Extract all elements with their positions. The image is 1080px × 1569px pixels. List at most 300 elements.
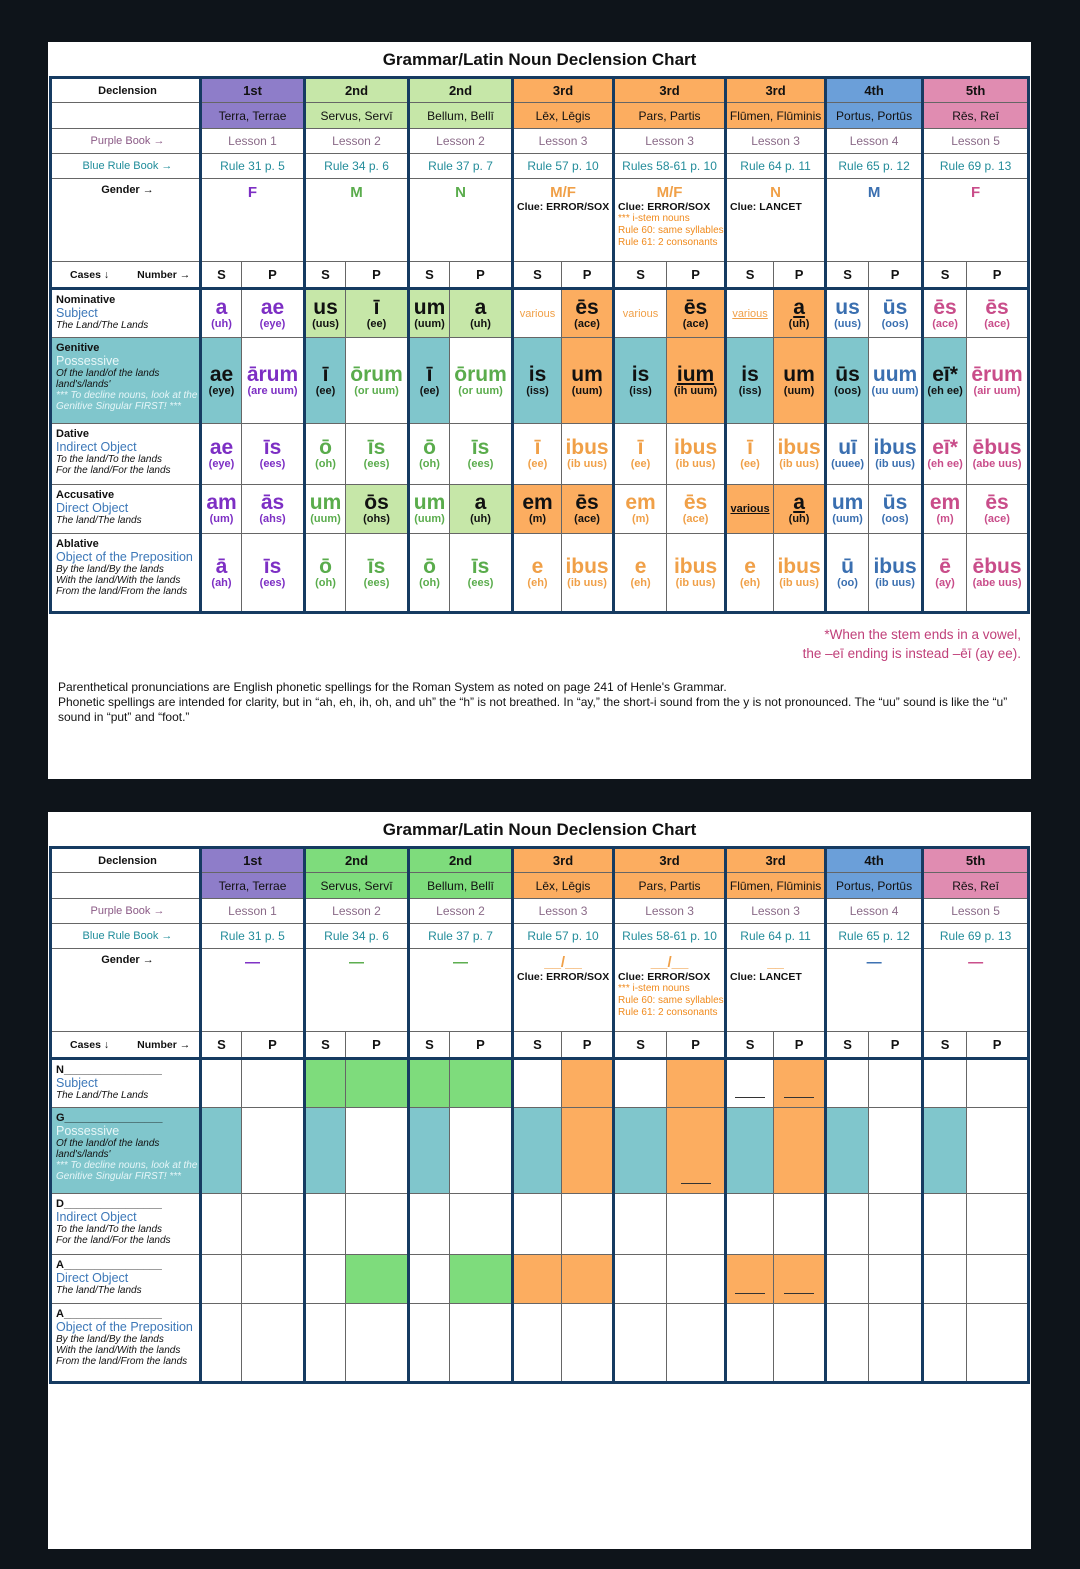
answer-cell[interactable] xyxy=(201,1059,242,1108)
answer-cell[interactable] xyxy=(242,1194,305,1255)
answer-cell[interactable] xyxy=(774,1194,826,1255)
answer-cell[interactable] xyxy=(513,1304,562,1383)
pronunciation: (ace) xyxy=(682,513,709,525)
pronunciation: (eye) xyxy=(208,384,235,397)
case-label xyxy=(51,289,201,338)
label: Gender → xyxy=(101,184,154,196)
blank-line xyxy=(735,1097,765,1098)
pronunciation: (eh) xyxy=(527,576,548,589)
plural-header xyxy=(346,262,409,289)
answer-cell[interactable] xyxy=(305,1108,346,1194)
answer-cell[interactable] xyxy=(562,1059,614,1108)
case-gloss: Of the land/of the lands xyxy=(56,1138,160,1149)
answer-cell[interactable] xyxy=(513,1194,562,1255)
answer-cell[interactable] xyxy=(726,1304,774,1383)
noun-text: Lēx, Lēgis xyxy=(535,108,591,123)
answer-cell[interactable] xyxy=(346,1255,409,1304)
number-text: P xyxy=(476,267,485,282)
ending: ēs xyxy=(575,295,599,319)
ending: ō xyxy=(319,554,332,578)
ending-cell xyxy=(409,338,450,424)
rule-reference xyxy=(305,154,409,179)
ending: um xyxy=(831,491,864,514)
label: Blue Rule Book → xyxy=(82,160,173,172)
case-role: Possessive xyxy=(56,1124,120,1138)
case-row-nominative xyxy=(51,1059,1029,1108)
ending-cell xyxy=(513,338,562,424)
gender-cell xyxy=(923,949,1029,1032)
ending: ēbus xyxy=(972,436,1022,459)
lesson-text: Lesson 4 xyxy=(849,904,899,918)
gender-clue: Clue: ERROR/SOX xyxy=(618,201,711,213)
answer-cell[interactable] xyxy=(201,1108,242,1194)
answer-cell[interactable] xyxy=(562,1255,614,1304)
ending: ū xyxy=(841,554,854,578)
declension-header xyxy=(826,78,923,103)
ending: ibus xyxy=(777,436,821,459)
answer-cell[interactable] xyxy=(450,1304,513,1383)
purple_book-label xyxy=(51,899,201,924)
ending: is xyxy=(741,362,759,386)
answer-cell[interactable] xyxy=(346,1108,409,1194)
case-gloss: With the land/With the lands xyxy=(56,575,181,586)
declension-number: 2nd xyxy=(344,83,369,98)
answer-cell[interactable] xyxy=(667,1255,726,1304)
pronunciation: (eh) xyxy=(630,576,651,589)
answer-cell[interactable] xyxy=(967,1194,1029,1255)
ending: a xyxy=(793,491,805,514)
ending-cell xyxy=(726,424,774,485)
answer-cell[interactable] xyxy=(826,1059,869,1108)
answer-cell[interactable] xyxy=(242,1304,305,1383)
footnote-line: the –eī ending is instead –ēī (ay ee). xyxy=(802,646,1021,661)
answer-cell[interactable] xyxy=(774,1059,826,1108)
case-row-dative xyxy=(51,1194,1029,1255)
noun-text: Terra, Terrae xyxy=(218,878,287,893)
lesson-reference xyxy=(305,899,409,924)
ending-cell xyxy=(774,338,826,424)
plural-header xyxy=(242,262,305,289)
answer-cell[interactable] xyxy=(726,1194,774,1255)
answer-cell[interactable] xyxy=(667,1304,726,1383)
answer-cell[interactable] xyxy=(967,1059,1029,1108)
ending: ā xyxy=(215,554,228,578)
answer-cell[interactable] xyxy=(513,1255,562,1304)
pronunciation: (ace) xyxy=(984,317,1010,330)
case-row-genitive xyxy=(51,1108,1029,1194)
number-text: S xyxy=(745,267,755,282)
ending: ī xyxy=(322,362,329,386)
case-gloss: The Land/The Lands xyxy=(56,320,149,331)
pronunciation: (ees) xyxy=(259,576,286,589)
ending-cell xyxy=(242,534,305,613)
noun-text: Portus, Portūs xyxy=(836,108,913,123)
answer-cell[interactable] xyxy=(967,1304,1029,1383)
ending-cell xyxy=(869,338,923,424)
answer-cell[interactable] xyxy=(409,1304,450,1383)
ending-cell xyxy=(242,485,305,534)
answer-cell[interactable] xyxy=(869,1059,923,1108)
number-text: S xyxy=(533,1037,542,1052)
ending: e xyxy=(531,554,544,578)
pronunciation: (ees) xyxy=(363,458,390,470)
ending: us xyxy=(313,295,338,319)
pronunciation: (are uum) xyxy=(247,384,298,397)
example-noun xyxy=(826,103,923,129)
pronunciation: (ees) xyxy=(467,576,494,589)
pronunciation: (uum) xyxy=(310,513,341,525)
answer-cell[interactable] xyxy=(826,1194,869,1255)
answer-cell[interactable] xyxy=(869,1255,923,1304)
example-noun xyxy=(614,873,726,899)
singular-header xyxy=(409,1032,450,1059)
answer-cell[interactable] xyxy=(201,1304,242,1383)
rule-reference xyxy=(614,924,726,949)
answer-cell[interactable] xyxy=(774,1255,826,1304)
ending-cell xyxy=(450,338,513,424)
ending-cell xyxy=(869,424,923,485)
plural-header xyxy=(869,1032,923,1059)
pronunciation: (or uum) xyxy=(354,384,399,397)
number-text: S xyxy=(940,1037,950,1052)
number-text: P xyxy=(268,1037,277,1052)
lesson-reference xyxy=(513,899,614,924)
example-noun xyxy=(409,873,513,899)
pronunciation: (ib uus) xyxy=(567,458,607,470)
ending-cell xyxy=(967,534,1029,613)
pronunciation: (ib uus) xyxy=(779,458,819,470)
pronunciation: (iss) xyxy=(526,384,549,397)
pronunciation: (ib uus) xyxy=(675,458,716,470)
answer-cell[interactable] xyxy=(774,1304,826,1383)
gender-cell xyxy=(726,949,826,1032)
pronunciation: (oos) xyxy=(881,317,909,330)
ending-cell xyxy=(409,534,450,613)
number-text: P xyxy=(890,1037,900,1052)
lesson-text: Lesson 5 xyxy=(951,134,1000,148)
rule-text: Rule 37 p. 7 xyxy=(428,929,493,943)
answer-cell[interactable] xyxy=(923,1255,967,1304)
ending: a xyxy=(215,295,228,319)
rule-text: Rule 64 p. 11 xyxy=(740,159,811,173)
rule-reference xyxy=(305,924,409,949)
case-name: G________________ xyxy=(56,1112,163,1124)
declension-header xyxy=(826,848,923,873)
ending: ēs xyxy=(683,491,708,514)
answer-cell[interactable] xyxy=(201,1194,242,1255)
ending-cell xyxy=(346,424,409,485)
answer-cell[interactable] xyxy=(923,1194,967,1255)
ending-cell xyxy=(826,338,869,424)
answer-cell[interactable] xyxy=(450,1108,513,1194)
pronunciation: (ace) xyxy=(932,317,958,330)
ending-cell xyxy=(774,485,826,534)
rule-reference xyxy=(513,924,614,949)
rule-reference xyxy=(923,924,1029,949)
answer-cell[interactable] xyxy=(923,1059,967,1108)
ending: ae xyxy=(260,295,285,319)
chart-title: Grammar/Latin Noun Declension Chart xyxy=(382,820,697,839)
ending: īs xyxy=(367,554,386,578)
plural-header xyxy=(869,262,923,289)
ending: ō xyxy=(423,554,436,578)
gender-cell xyxy=(409,949,513,1032)
ending-cell xyxy=(869,289,923,338)
gender-value: M xyxy=(867,184,881,201)
number-text: S xyxy=(940,267,950,282)
declension-header xyxy=(726,78,826,103)
answer-cell[interactable] xyxy=(826,1255,869,1304)
case-gloss: By the land/By the lands xyxy=(56,564,164,575)
ending: ēs xyxy=(575,491,599,514)
case-name: Ablative xyxy=(56,538,99,550)
noun-text: Flūmen, Flūminis xyxy=(729,878,822,893)
ending-cell xyxy=(726,338,774,424)
ending: ē xyxy=(939,554,951,578)
gender-cell xyxy=(826,179,923,262)
gender-cell xyxy=(726,179,826,262)
answer-cell[interactable] xyxy=(923,1108,967,1194)
answer-cell[interactable] xyxy=(967,1255,1029,1304)
number-text: P xyxy=(992,1037,1002,1052)
pronunciation: (m) xyxy=(936,513,954,525)
ending-cell xyxy=(923,424,967,485)
pronunciation: (uu uum) xyxy=(871,384,919,397)
answer-cell[interactable] xyxy=(869,1108,923,1194)
gender-label xyxy=(51,179,201,262)
ending-cell xyxy=(614,424,667,485)
rule-text: Rule 69 p. 13 xyxy=(939,929,1012,943)
case-name: Dative xyxy=(56,428,90,440)
ending: various xyxy=(732,307,768,320)
gender-cell xyxy=(826,949,923,1032)
answer-cell[interactable] xyxy=(614,1194,667,1255)
declension-number: 3rd xyxy=(659,83,680,98)
ending: eī* xyxy=(932,362,958,386)
answer-cell[interactable] xyxy=(726,1255,774,1304)
declension-header xyxy=(305,78,409,103)
lesson-reference xyxy=(513,129,614,154)
rule-text: Rule 31 p. 5 xyxy=(220,159,285,173)
pronunciation: (iss) xyxy=(629,384,652,397)
noun-text: Flūmen, Flūminis xyxy=(729,108,822,123)
rule-text: Rule 65 p. 12 xyxy=(838,929,910,943)
lesson-text: Lesson 3 xyxy=(538,134,588,148)
answer-cell[interactable] xyxy=(726,1059,774,1108)
gender-cell xyxy=(513,179,614,262)
answer-cell[interactable] xyxy=(667,1194,726,1255)
answer-cell[interactable] xyxy=(409,1108,450,1194)
answer-cell[interactable] xyxy=(409,1255,450,1304)
ending: īs xyxy=(471,554,490,578)
case-label xyxy=(51,1108,201,1194)
answer-cell[interactable] xyxy=(305,1304,346,1383)
ending: ium xyxy=(676,362,715,386)
answer-cell[interactable] xyxy=(450,1059,513,1108)
ending-cell xyxy=(513,485,562,534)
ending: various xyxy=(519,307,556,320)
ending-cell xyxy=(562,289,614,338)
pronunciation: (uum) xyxy=(571,384,603,397)
ending-cell xyxy=(774,289,826,338)
rule-reference xyxy=(614,154,726,179)
ending-cell xyxy=(774,424,826,485)
ending: ās xyxy=(260,491,285,514)
answer-cell[interactable] xyxy=(826,1304,869,1383)
answer-cell[interactable] xyxy=(346,1059,409,1108)
ending-cell xyxy=(726,485,774,534)
answer-cell[interactable] xyxy=(242,1059,305,1108)
ending: um xyxy=(413,295,446,319)
pronunciation: (ees) xyxy=(363,576,390,589)
answer-cell[interactable] xyxy=(409,1194,450,1255)
answer-cell[interactable] xyxy=(614,1304,667,1383)
answer-cell[interactable] xyxy=(242,1108,305,1194)
ending: ārum xyxy=(246,362,299,386)
singular-header xyxy=(826,262,869,289)
gender-clue: Clue: LANCET xyxy=(730,201,802,213)
answer-cell[interactable] xyxy=(450,1194,513,1255)
pronunciation: (eh ee) xyxy=(927,384,963,397)
ending-cell xyxy=(967,289,1029,338)
declension-header xyxy=(305,848,409,873)
ending-cell xyxy=(201,289,242,338)
lesson-reference xyxy=(923,899,1029,924)
declension-header xyxy=(614,848,726,873)
number-text: S xyxy=(636,1037,645,1052)
noun-text: Rēs, Reī xyxy=(952,878,999,893)
empty-label xyxy=(51,873,201,899)
example-noun xyxy=(513,103,614,129)
gender-value: __/__ xyxy=(650,954,689,971)
pronunciation: (uum) xyxy=(414,513,445,525)
gender-value: __ xyxy=(767,954,784,971)
case-label xyxy=(51,424,201,485)
lesson-row xyxy=(51,899,1029,924)
answer-cell[interactable] xyxy=(346,1194,409,1255)
lesson-reference xyxy=(409,899,513,924)
case-role: Subject xyxy=(56,1076,98,1090)
answer-cell[interactable] xyxy=(614,1255,667,1304)
case-gloss: By the land/By the lands xyxy=(56,1334,164,1345)
pronunciation: (oos) xyxy=(881,513,909,525)
pronunciation: (uum) xyxy=(832,513,863,525)
answer-cell[interactable] xyxy=(562,1108,614,1194)
answer-cell[interactable] xyxy=(513,1059,562,1108)
number-text: P xyxy=(794,267,804,282)
rule-reference xyxy=(826,154,923,179)
declension-chart-filled xyxy=(48,42,1031,779)
answer-cell[interactable] xyxy=(667,1059,726,1108)
answer-cell[interactable] xyxy=(201,1255,242,1304)
singular-header xyxy=(614,262,667,289)
plural-header xyxy=(562,262,614,289)
answer-cell[interactable] xyxy=(513,1108,562,1194)
answer-cell[interactable] xyxy=(614,1059,667,1108)
pronunciation: (uus) xyxy=(312,317,339,330)
singular-header xyxy=(614,1032,667,1059)
gender-value: M/F xyxy=(656,184,683,201)
answer-cell[interactable] xyxy=(826,1108,869,1194)
answer-cell[interactable] xyxy=(305,1255,346,1304)
answer-cell[interactable] xyxy=(667,1108,726,1194)
i-stem-note: Rule 60: same syllables xyxy=(618,995,724,1006)
answer-cell[interactable] xyxy=(242,1255,305,1304)
plural-header xyxy=(967,262,1029,289)
lesson-text: Lesson 3 xyxy=(751,134,800,148)
case-gloss: land's/lands' xyxy=(56,1149,111,1160)
answer-cell[interactable] xyxy=(967,1108,1029,1194)
lesson-text: Lesson 2 xyxy=(332,904,381,918)
ending-cell xyxy=(562,338,614,424)
ending: ī xyxy=(637,436,644,459)
answer-cell[interactable] xyxy=(305,1059,346,1108)
ending: various xyxy=(622,307,659,320)
cases-label: Cases ↓ xyxy=(70,1038,110,1051)
example-noun xyxy=(201,103,305,129)
ending: ēs xyxy=(985,295,1009,319)
cases-number-label xyxy=(51,1032,201,1059)
ending-cell xyxy=(346,485,409,534)
pronunciation: (eye) xyxy=(259,317,286,330)
lesson-text: Lesson 1 xyxy=(228,904,277,918)
answer-cell[interactable] xyxy=(409,1059,450,1108)
chart-title: Grammar/Latin Noun Declension Chart xyxy=(382,50,697,69)
plural-header xyxy=(450,1032,513,1059)
ending: um xyxy=(413,491,446,514)
answer-cell[interactable] xyxy=(614,1108,667,1194)
example-noun xyxy=(513,873,614,899)
i-stem-note: *** i-stem nouns xyxy=(618,213,690,224)
answer-cell[interactable] xyxy=(562,1194,614,1255)
blue_rule_book-label xyxy=(51,924,201,949)
i-stem-note: Rule 60: same syllables xyxy=(618,225,724,236)
declension-table xyxy=(49,76,1030,614)
case-name: Nominative xyxy=(56,294,116,306)
answer-cell[interactable] xyxy=(869,1304,923,1383)
case-row-dative xyxy=(51,424,1029,485)
ending-cell xyxy=(409,424,450,485)
noun-text: Pars, Partis xyxy=(638,108,701,123)
ending-cell xyxy=(923,534,967,613)
ending: e xyxy=(744,554,756,578)
gender-clue: Clue: ERROR/SOX xyxy=(618,971,711,983)
answer-cell[interactable] xyxy=(726,1108,774,1194)
pronunciation: (oh) xyxy=(419,458,440,470)
example-noun xyxy=(726,103,826,129)
answer-cell[interactable] xyxy=(923,1304,967,1383)
ending: a xyxy=(474,295,487,319)
ending: ae xyxy=(209,436,234,459)
lesson-reference xyxy=(726,129,826,154)
number-text: P xyxy=(372,1037,381,1052)
answer-cell[interactable] xyxy=(305,1194,346,1255)
answer-cell[interactable] xyxy=(346,1304,409,1383)
answer-cell[interactable] xyxy=(869,1194,923,1255)
ending-cell xyxy=(562,534,614,613)
ending-cell xyxy=(826,424,869,485)
number-text: S xyxy=(843,1037,852,1052)
lesson-reference xyxy=(614,899,726,924)
ending-cell xyxy=(869,485,923,534)
answer-cell[interactable] xyxy=(774,1108,826,1194)
pronunciation: (ee) xyxy=(419,384,440,397)
answer-cell[interactable] xyxy=(562,1304,614,1383)
answer-cell[interactable] xyxy=(450,1255,513,1304)
gender-clue: Clue: LANCET xyxy=(730,971,802,983)
ending: us xyxy=(835,295,860,319)
example-noun xyxy=(305,873,409,899)
